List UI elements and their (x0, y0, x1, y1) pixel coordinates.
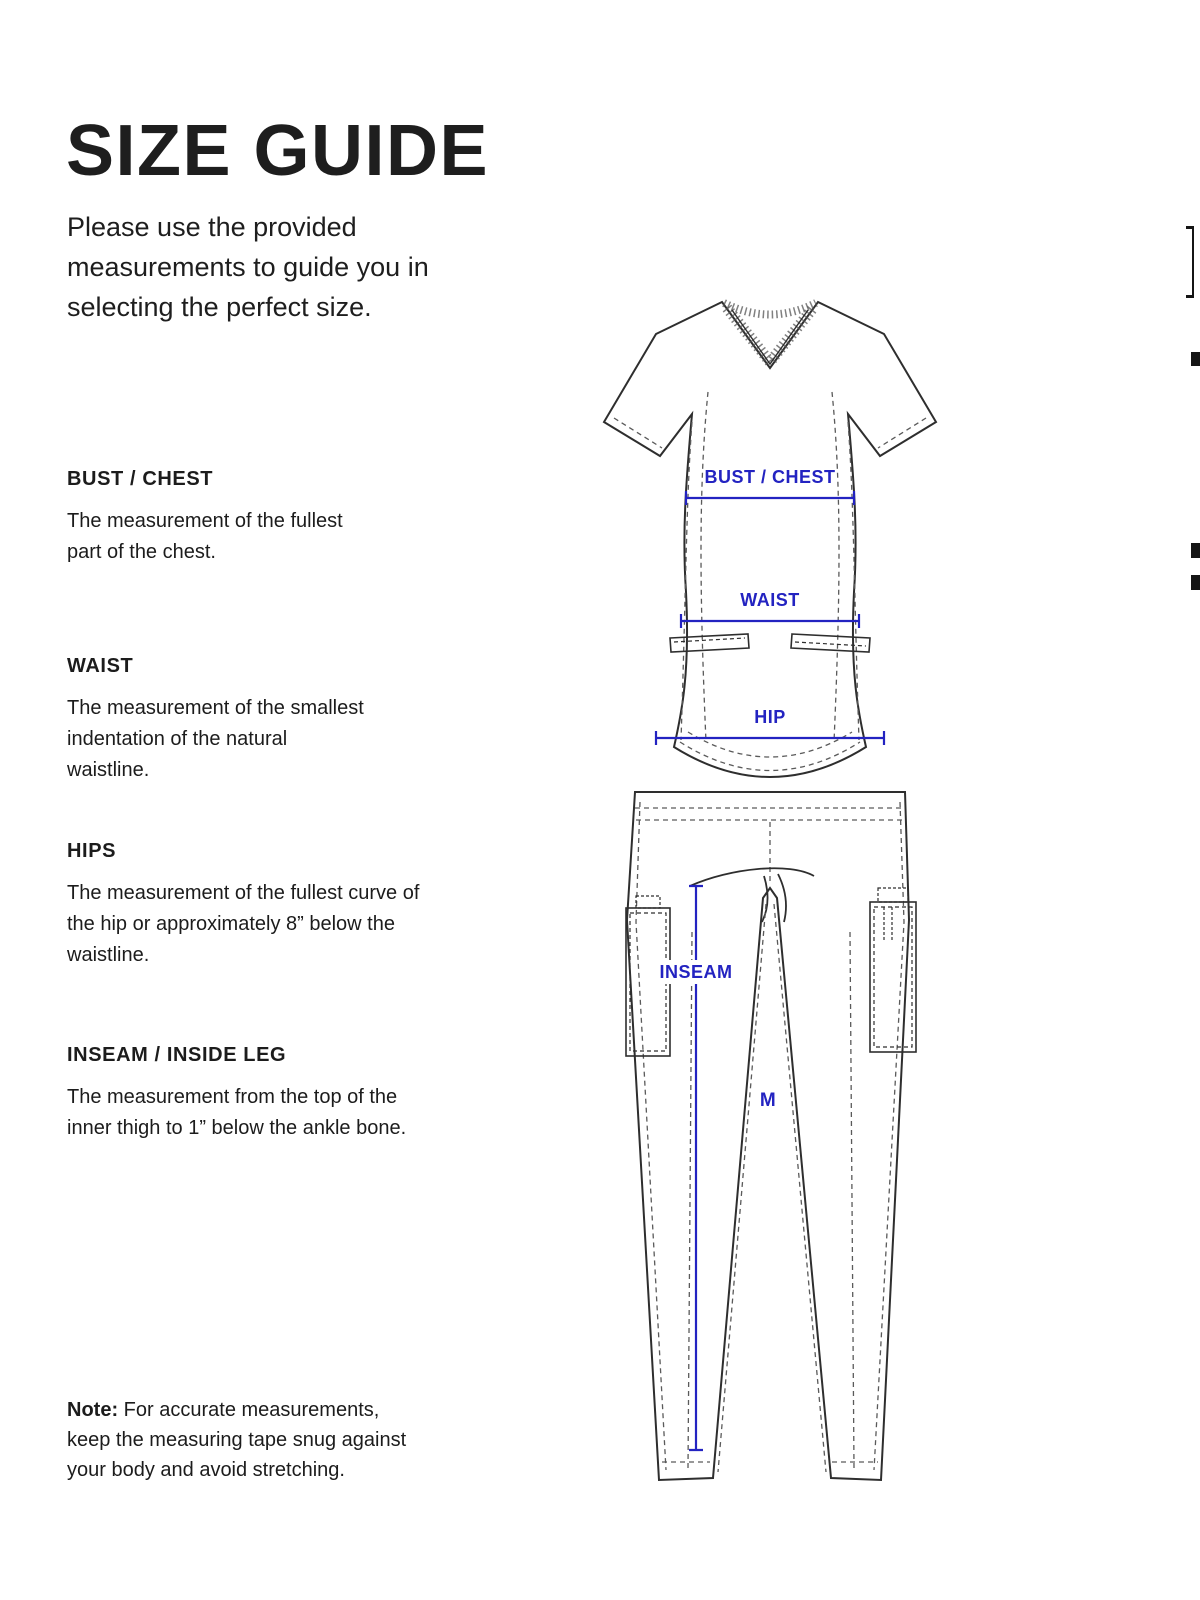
page-title: SIZE GUIDE (66, 111, 490, 192)
inseam-label: INSEAM (659, 962, 733, 982)
section-heading-hips: HIPS (67, 840, 117, 862)
section-body-inseam: The measurement from the top of the inner thigh to 1” below the ankle bone. (67, 1086, 407, 1139)
edge-artifact-bracket (1186, 226, 1194, 298)
waist-label: WAIST (740, 590, 800, 610)
scrub-pants-drawing (626, 792, 916, 1480)
scrub-top-drawing (604, 302, 936, 777)
section-body-bust: The measurement of the fullest part of the chest. (67, 510, 343, 563)
section-heading-waist: WAIST (67, 655, 134, 677)
section-heading-bust: BUST / CHEST (67, 468, 214, 490)
bust-label: BUST / CHEST (704, 467, 836, 487)
section-body-hips: The measurement of the fullest curve of the hip or approximately 8” below the waistline. (67, 882, 420, 966)
edge-artifact-3 (1191, 575, 1200, 590)
intro-text: Please use the provided measurements to guide you in selecting the perfect size. (67, 212, 429, 322)
edge-artifact-1 (1191, 352, 1200, 366)
scrubs-technical-drawing (540, 272, 1000, 1527)
note-text: Note: For accurate measurements, keep the measuring tape snug against your body and avoid stretching. (67, 1399, 407, 1481)
note-label: Note: (67, 1399, 119, 1421)
size-label: M (759, 1090, 777, 1111)
garment-diagram (540, 272, 1000, 1527)
section-heading-inseam: INSEAM / INSIDE LEG (67, 1044, 287, 1066)
hip-label: HIP (754, 707, 786, 727)
edge-artifact-2 (1191, 543, 1200, 558)
section-body-waist: The measurement of the smallest indentation of the natural waistline. (67, 697, 364, 781)
